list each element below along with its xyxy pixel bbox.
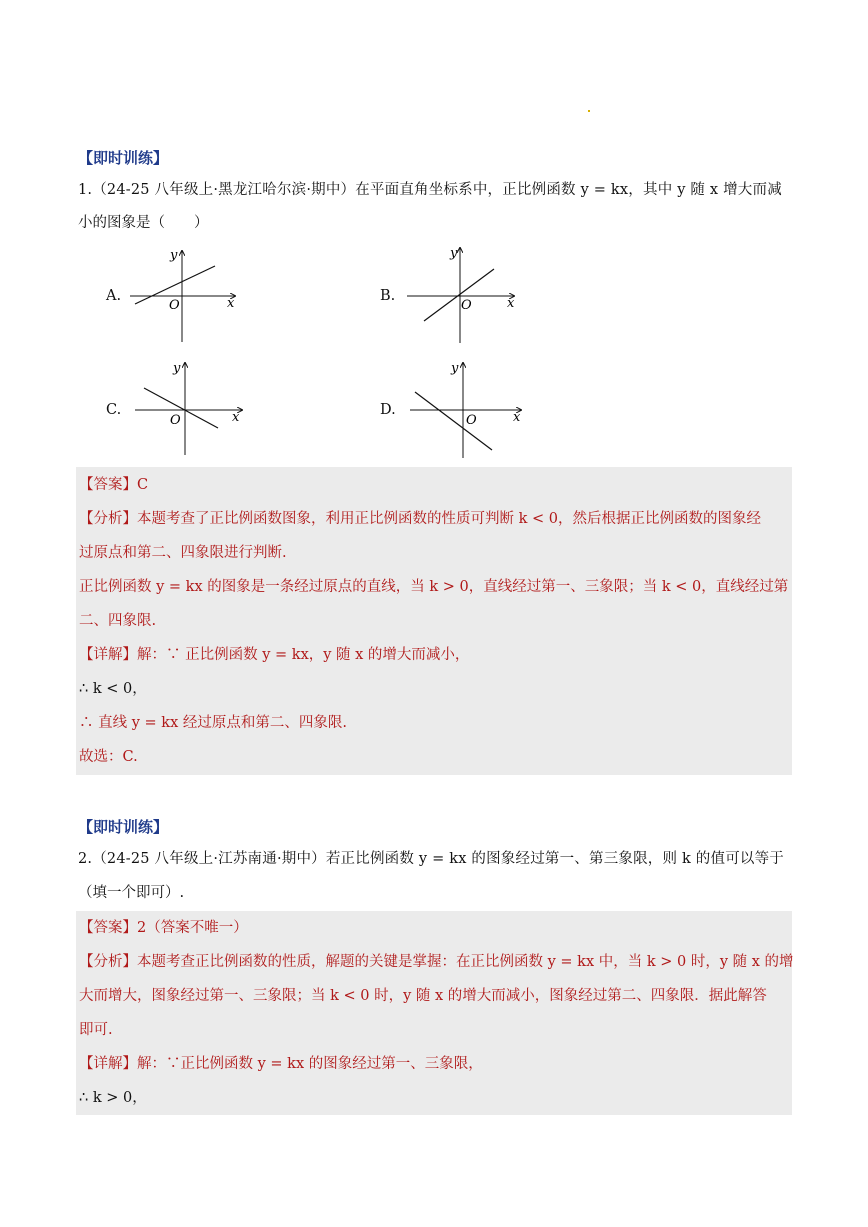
y-label: y bbox=[173, 361, 181, 376]
origin-label: O bbox=[466, 413, 477, 428]
x-label: x bbox=[232, 410, 240, 425]
origin-label: O bbox=[461, 298, 472, 313]
q2-stem-line1: 2.（24-25 八年级上·江苏南通·期中）若正比例函数 y = kx 的图象经过第一、第三象限，则 k 的值可以等于 bbox=[78, 851, 785, 867]
x-label: x bbox=[507, 296, 515, 311]
option-b-label: B. bbox=[380, 288, 396, 304]
q2-analysis-line1: 【分析】本题考查正比例函数的性质，解题的关键是掌握：在正比例函数 y = kx 中，当 k > 0 时，y 随 x 的增 bbox=[79, 954, 794, 970]
x-label: x bbox=[513, 410, 521, 425]
function-line bbox=[144, 388, 218, 428]
q2-detail-line1: 【详解】解：∵正比例函数 y = kx 的图象经过第一、三象限， bbox=[79, 1056, 483, 1072]
q1-detail-line3: ∴ 直线 y = kx 经过原点和第二、四象限. bbox=[79, 715, 347, 731]
y-label: y bbox=[170, 248, 178, 263]
option-c-graph bbox=[130, 358, 250, 458]
option-a-label: A. bbox=[106, 288, 122, 304]
q1-detail-line4: 故选：C. bbox=[79, 749, 138, 765]
q1-answer: 【答案】C bbox=[79, 477, 149, 493]
section-header-1: 【即时训练】 bbox=[78, 149, 169, 167]
x-label: x bbox=[227, 296, 235, 311]
q1-analysis-line4: 二、四象限. bbox=[79, 613, 157, 629]
q2-answer: 【答案】2（答案不唯一） bbox=[79, 920, 248, 936]
y-label: y bbox=[451, 361, 459, 376]
section-header-2: 【即时训练】 bbox=[78, 818, 169, 836]
y-label: y bbox=[450, 246, 458, 261]
q1-analysis-line3: 正比例函数 y = kx 的图象是一条经过原点的直线，当 k > 0，直线经过第一、三象限；当 k < 0，直线经过第 bbox=[79, 579, 789, 595]
q1-detail-line1: 【详解】解：∵ 正比例函数 y = kx，y 随 x 的增大而减小， bbox=[79, 647, 470, 663]
q1-stem-line2: 小的图象是（ ） bbox=[78, 215, 209, 231]
function-line bbox=[424, 269, 494, 321]
q1-analysis-line2: 过原点和第二、四象限进行判断. bbox=[79, 545, 287, 561]
q1-detail-line2: ∴ k < 0， bbox=[79, 681, 147, 697]
q2-analysis-line2: 大而增大，图象经过第一、三象限；当 k < 0 时，y 随 x 的增大而减小，图象经过第二、四象限．据此解答 bbox=[79, 988, 767, 1004]
yellow-dot bbox=[588, 110, 590, 112]
option-c-label: C. bbox=[106, 402, 122, 418]
q2-detail-line2: ∴ k > 0， bbox=[79, 1090, 147, 1106]
q2-stem-line2: （填一个即可）. bbox=[78, 885, 185, 901]
q1-stem-line1: 1.（24-25 八年级上·黑龙江哈尔滨·期中）在平面直角坐标系中，正比例函数 y = kx，其中 y 随 x 增大而减 bbox=[78, 182, 782, 198]
origin-label: O bbox=[169, 298, 180, 313]
option-a-graph bbox=[125, 245, 245, 345]
q1-analysis-line1: 【分析】本题考查了正比例函数图象，利用正比例函数的性质可判断 k < 0，然后根据正比例函数的图象经 bbox=[79, 511, 761, 527]
solution-box-2 bbox=[76, 911, 792, 1115]
origin-label: O bbox=[170, 413, 181, 428]
option-d-label: D. bbox=[380, 402, 396, 418]
option-b-graph bbox=[402, 243, 522, 345]
option-d-graph bbox=[405, 358, 527, 460]
q2-analysis-line3: 即可. bbox=[79, 1022, 113, 1038]
function-line bbox=[415, 392, 492, 450]
